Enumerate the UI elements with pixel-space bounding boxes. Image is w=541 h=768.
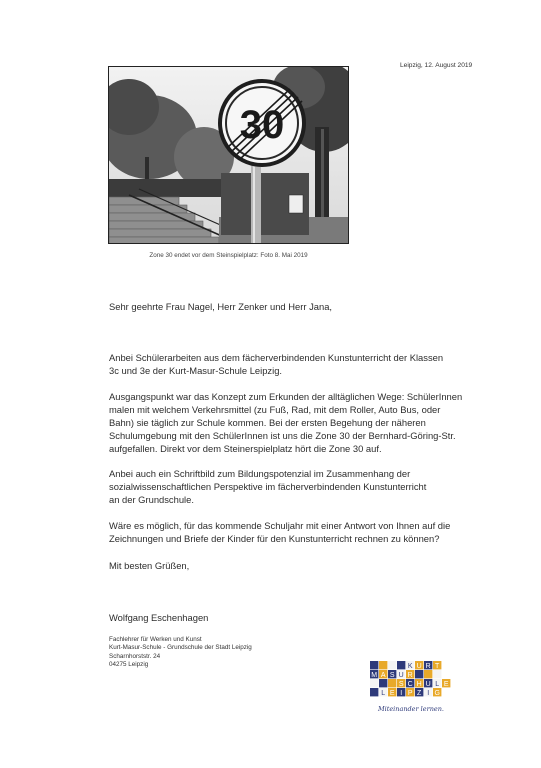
- logo-letter: G: [434, 690, 440, 697]
- sign-number: 30: [239, 103, 285, 147]
- salutation: [109, 300, 332, 313]
- logo-tile: [388, 679, 396, 687]
- logo-letter: E: [389, 690, 395, 697]
- logo-letter: I: [400, 690, 403, 697]
- paragraph-line: Zeichnungen und Briefe der Kinder für den Kunstunterricht rechnen zu können?: [109, 533, 440, 544]
- logo-letter: R: [425, 663, 431, 670]
- logo-letter: S: [398, 681, 404, 688]
- letter-date: Leipzig, 12. August 2019: [400, 62, 473, 69]
- logo-tile: [370, 688, 378, 696]
- logo-letter: L: [381, 690, 386, 697]
- paragraph-3: [109, 467, 426, 506]
- logo-letter: M: [371, 672, 378, 679]
- salutation-line: Sehr geehrte Frau Nagel, Herr Zenker und Herr Jana,: [109, 301, 333, 312]
- paragraph-line: Schulumgebung mit den SchülerInnen ist uns die Zone 30 der Bernhard-Göring-Str.: [109, 430, 456, 441]
- paragraph-line: sozialwissenschaftlichen Perspektive im fächerverbindenden Kunstunterricht: [109, 481, 427, 492]
- address-line: Fachlehrer für Werken und Kunst: [109, 636, 202, 643]
- school-logo-graphic: [369, 660, 453, 714]
- logo-letter: R: [407, 672, 413, 679]
- street-sign-photo: [108, 66, 349, 244]
- paragraph-line: Ausgangspunkt war das Konzept zum Erkunden der alltäglichen Wege: SchülerInnen: [109, 391, 463, 402]
- logo-letter: K: [407, 663, 413, 670]
- signature-name: Wolfgang Eschenhagen: [109, 612, 209, 623]
- logo-letter: L: [435, 681, 440, 688]
- logo-tile: [388, 661, 396, 669]
- paragraph-line: aufgefallen. Direkt vor dem Steinerspielplatz hört die Zone 30 auf.: [109, 443, 382, 454]
- logo-letter: U: [425, 681, 431, 688]
- logo-motto: Miteinander lernen.: [377, 705, 445, 713]
- logo-letter: Z: [417, 690, 422, 697]
- paragraph-line: 3c und 3e der Kurt-Masur-Schule Leipzig.: [109, 365, 283, 376]
- logo-tile: [415, 670, 423, 678]
- closing-line: Mit besten Grüßen,: [109, 560, 190, 571]
- logo-tile: [379, 661, 387, 669]
- address-line: 04275 Leipzig: [109, 661, 149, 669]
- paragraph-line: Anbei auch ein Schriftbild zum Bildungspotenzial im Zusammenhang der: [109, 468, 411, 479]
- address-line: Kurt-Masur-Schule - Grundschule der Stadt Leipzig: [109, 644, 252, 652]
- paragraph-1: [109, 351, 443, 377]
- logo-tile: [433, 670, 441, 678]
- logo-letter: I: [427, 690, 430, 697]
- paragraph-line: Wäre es möglich, für das kommende Schuljahr mit einer Antwort von Ihnen auf die: [109, 520, 451, 531]
- paragraph-line: Bahn) sie täglich zur Schule kommen. Bei der ersten Begehung der näheren: [109, 417, 426, 428]
- sender-address: [109, 636, 252, 670]
- logo-letter: T: [435, 663, 440, 670]
- logo-tile: [379, 679, 387, 687]
- logo-letter: P: [407, 690, 413, 697]
- school-logo: [369, 660, 453, 714]
- logo-tile: [370, 679, 378, 687]
- logo-tile: [424, 670, 432, 678]
- logo-letter: S: [389, 672, 395, 679]
- logo-letter: U: [416, 663, 422, 670]
- paragraph-line: malen mit welchem Verkehrsmittel (zu Fuß, Rad, mit dem Roller, Auto Bus, oder: [109, 404, 441, 415]
- photo-caption: Zone 30 endet vor dem Steinspielplatz: Foto 8. Mai 2019: [149, 252, 308, 259]
- logo-letter: A: [380, 672, 386, 679]
- photo-illustration: [109, 67, 349, 244]
- paragraph-line: an der Grundschule.: [109, 494, 194, 505]
- closing: [109, 559, 189, 572]
- logo-tile: [397, 661, 405, 669]
- logo-letter: U: [398, 672, 404, 679]
- paragraph-4: [109, 519, 450, 545]
- logo-letter: E: [443, 681, 449, 688]
- logo-letter: C: [407, 681, 413, 688]
- address-line: Scharnhorststr. 24: [109, 652, 161, 660]
- paragraph-2: [109, 390, 462, 455]
- logo-letter: H: [416, 681, 422, 688]
- paragraph-line: Anbei Schülerarbeiten aus dem fächerverbindenden Kunstunterricht der Klassen: [109, 352, 444, 363]
- logo-tile: [370, 661, 378, 669]
